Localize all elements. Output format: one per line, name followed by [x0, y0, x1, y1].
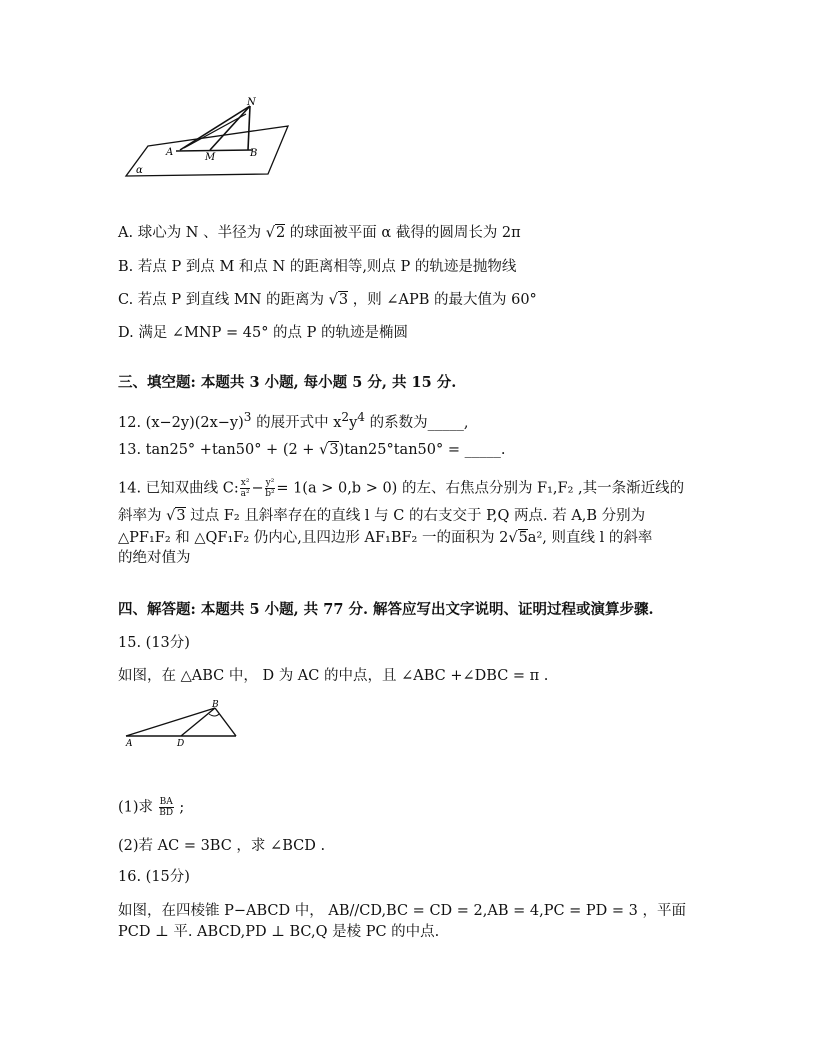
label-alpha: α — [136, 165, 143, 176]
question-14-line2: 斜率为 √3 过点 F₂ 且斜率存在的直线 l 与 C 的右支交于 P,Q 两点. 若 A,B 分别为 — [118, 508, 646, 524]
segment-BD — [181, 708, 215, 736]
fraction-ba-bd: $\frac{BA}{BD}$ — [159, 797, 174, 818]
figure-triangle-abd — [118, 698, 243, 748]
figure-plane-triangle — [118, 92, 308, 182]
label-B: B — [250, 148, 258, 159]
label-M: M — [205, 152, 216, 163]
label-B: B — [212, 700, 219, 710]
question-16-line2: PCD ⊥ 平. ABCD,PD ⊥ BC,Q 是棱 PC 的中点. — [118, 924, 440, 940]
label-N: N — [247, 97, 256, 108]
option-a: A. 球心为 N 、半径为 √2 的球面被平面 α 截得的圆周长为 2π — [118, 225, 521, 241]
segment-NA2 — [184, 114, 246, 148]
question-15-title: 15. (13分) — [118, 635, 190, 651]
option-a-sqrt: 2 — [275, 225, 286, 241]
segment-AB — [126, 708, 215, 736]
question-15-part2: (2)若 AC = 3BC ，求 ∠BCD . — [118, 838, 326, 854]
question-14-line1: 14. 已知双曲线 C: $\frac{\text{x²}}{\text{a²}}$ − $\frac{\text{y²}}{\text{b²}}$ = 1(a > 0,b > 0) 的左、右焦点分别为 F₁,F₂ ,其一条渐近线的 — [118, 478, 685, 499]
segment-NB — [248, 106, 250, 150]
segment-AB — [176, 150, 252, 151]
option-b: B. 若点 P 到点 M 和点 N 的距离相等,则点 P 的轨迹是抛物线 — [118, 259, 517, 275]
label-A: A — [166, 147, 174, 158]
question-13: 13. tan25° +tan50° + (2 + √3)tan25°tan50° = _____. — [118, 442, 506, 458]
question-14-line3: △PF₁F₂ 和 △QF₁F₂ 仍内心,且四边形 AF₁BF₂ 一的面积为 2√5a², 则直线 l 的斜率 — [118, 530, 653, 546]
question-14-line4: 的绝对值为 — [118, 550, 191, 566]
question-16-title: 16. (15分) — [118, 869, 190, 885]
option-c-sqrt: 3 — [338, 292, 349, 308]
question-15-stem: 如图，在 △ABC 中， D 为 AC 的中点，且 ∠ABC +∠DBC = π . — [118, 668, 549, 684]
option-d: D. 满足 ∠MNP = 45° 的点 P 的轨迹是椭圆 — [118, 325, 409, 341]
section3-heading: 三、填空题: 本题共 3 小题, 每小题 5 分, 共 15 分. — [118, 374, 457, 391]
question-15-part1: (1)求 $\frac{BA}{BD}$ ; — [118, 797, 185, 818]
label-D: D — [177, 739, 185, 748]
fraction-y2-b2: $\frac{\text{y²}}{\text{b²}}$ — [265, 478, 275, 499]
fraction-x2-a2: $\frac{\text{x²}}{\text{a²}}$ — [240, 478, 250, 499]
label-A: A — [126, 739, 133, 748]
question-12: 12. $(x-2y)(2x-y)^3$ 的展开式中 $x^2y^4$ 的系数为_____, — [118, 410, 469, 431]
segment-BC — [215, 708, 236, 736]
section4-heading: 四、解答题: 本题共 5 小题, 共 77 分. 解答应写出文字说明、证明过程或演算步骤. — [118, 601, 654, 618]
angle-arc — [209, 714, 219, 716]
option-c: C. 若点 P 到直线 MN 的距离为 √3 ，则 ∠APB 的最大值为 60° — [118, 292, 537, 308]
question-16-line1: 如图，在四棱锥 P−ABCD 中， AB//CD,BC = CD = 2,AB = 4,PC = PD = 3 ，平面 — [118, 903, 686, 919]
